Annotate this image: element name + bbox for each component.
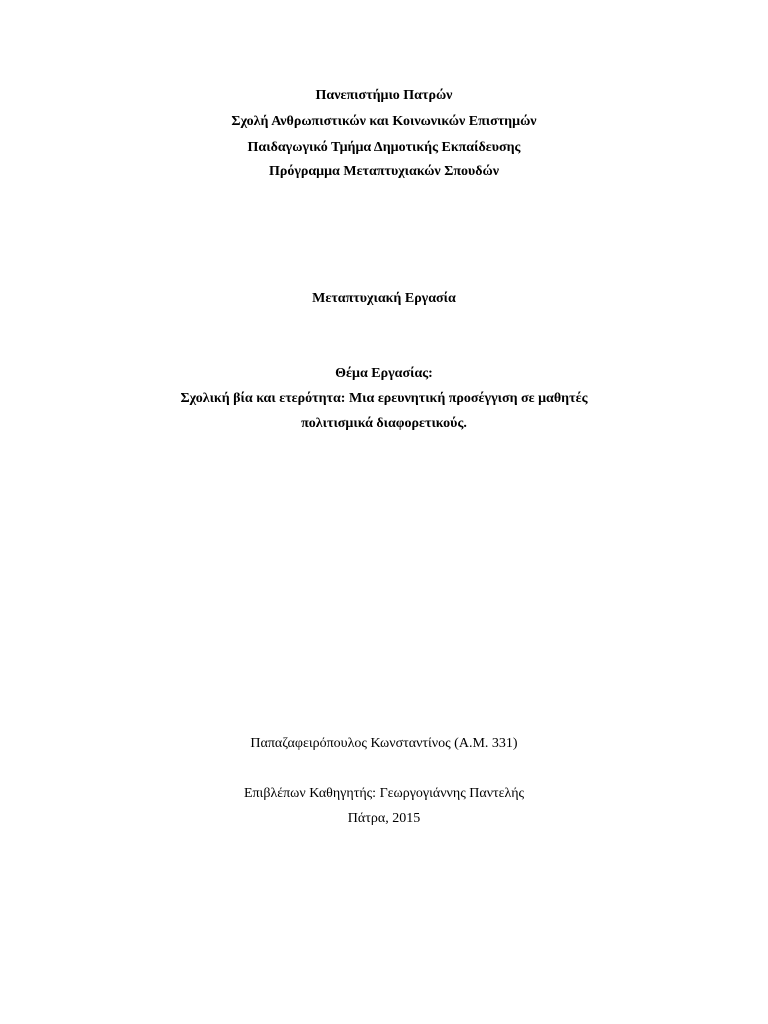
supervisor-name: Επιβλέπων Καθηγητής: Γεωργογιάννης Παντελής [243, 786, 525, 801]
school-name: Σχολή Ανθρωπιστικών και Κοινωνικών Επιστημών [231, 114, 537, 129]
place-date: Πάτρα, 2015 [347, 811, 421, 826]
document-type: Μεταπτυχιακή Εργασία [312, 291, 456, 306]
university-name: Πανεπιστήμιο Πατρών [315, 88, 453, 103]
topic-title-line-1: Σχολική βία και ετερότητα: Μια ερευνητική προσέγγιση σε μαθητές [180, 391, 588, 406]
program-name: Πρόγραμμα Μεταπτυχιακών Σπουδών [268, 164, 500, 179]
topic-title-line-2: πολιτισμικά διαφορετικούς. [301, 416, 467, 431]
author-name: Παπαζαφειρόπουλος Κωνσταντίνος (Α.Μ. 331) [250, 736, 518, 751]
topic-label: Θέμα Εργασίας: [335, 366, 433, 381]
department-name: Παιδαγωγικό Τμήμα Δημοτικής Εκπαίδευσης [247, 140, 521, 155]
